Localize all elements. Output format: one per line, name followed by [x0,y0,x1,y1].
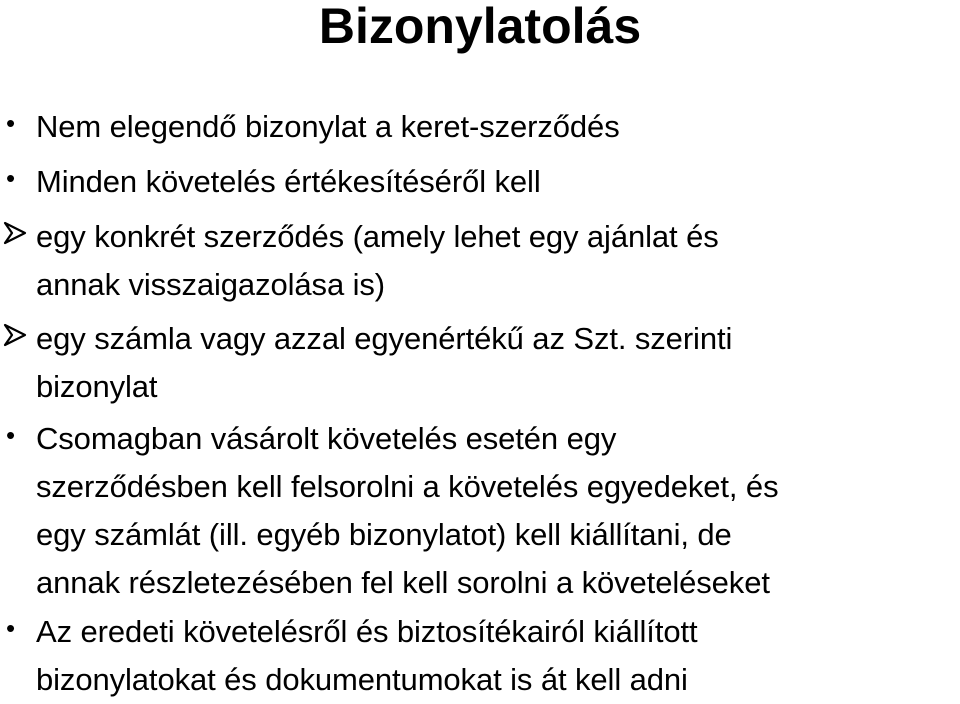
bullet-icon: • [6,108,16,138]
bullet-icon: • [6,420,16,450]
list-item-text: Az eredeti követelésről és biztosítékairól kiállított bizonylatokat és dokumentumokat is át kell adni [36,614,698,697]
list-item-text: Nem elegendő bizonylat a keret-szerződés [36,109,620,144]
slide-title: Bizonylatolás [318,0,642,54]
arrowhead-bullet-icon [2,215,38,255]
bullet-icon: • [6,613,16,643]
list-item-text: Minden követelés értékesítéséről kell [36,164,541,199]
list-item-text: Csomagban vásárolt követelés esetén egy szerződésben kell felsorolni a követelés egyedeket, és egy számlát (ill. egyéb bizonylatot) kell kiállítani, de annak részletezésében fel kell sorolni a követeléseket [36,421,779,600]
bullet-icon: • [6,163,16,193]
list-item-text: egy számla vagy azzal egyenértékű az Szt. szerinti bizonylat [36,321,733,404]
arrowhead-bullet-icon [2,317,38,357]
list-item-text: egy konkrét szerződés (amely lehet egy ajánlat és annak visszaigazolása is) [36,219,719,302]
